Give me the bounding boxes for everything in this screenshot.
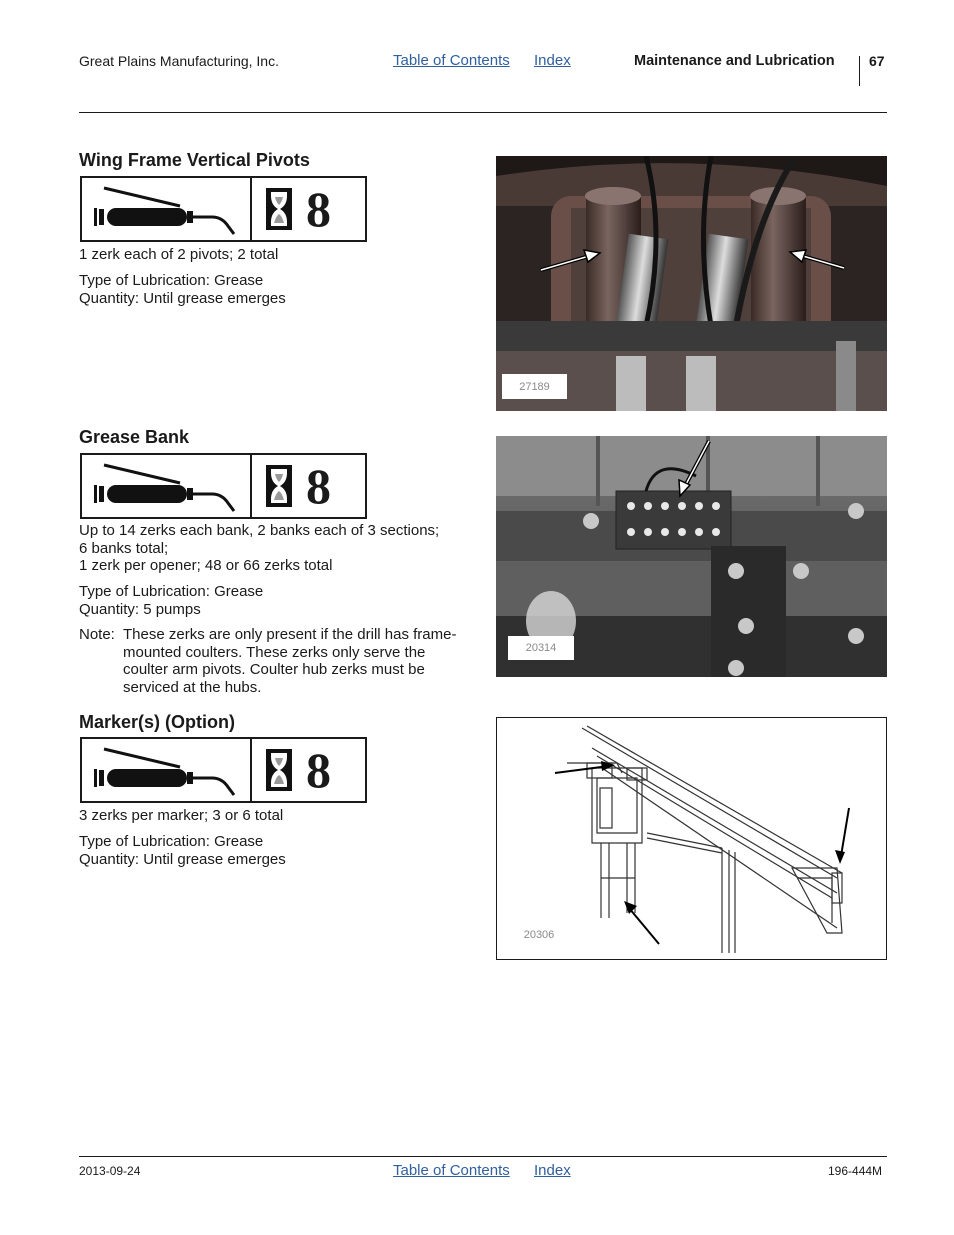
section-title: Maintenance and Lubrication	[634, 53, 835, 69]
lube-type: Type of Lubrication: Grease	[79, 272, 264, 289]
lube-symbol-box	[80, 176, 367, 242]
section-title-markers: Marker(s) (Option)	[79, 712, 236, 732]
section-title-grease-bank: Grease Bank	[79, 427, 190, 447]
zerk-count-text: 3 zerks per marker; 3 or 6 total	[79, 807, 284, 824]
interval-hours: 8	[306, 742, 331, 798]
hourglass-icon	[266, 465, 292, 507]
hourglass-icon	[266, 749, 292, 791]
interval-hours: 8	[306, 181, 331, 237]
note-label: Note:	[79, 626, 115, 643]
lube-symbol-box	[80, 737, 367, 803]
lube-type: Type of Lubrication: Grease	[79, 583, 264, 600]
company-name: Great Plains Manufacturing, Inc.	[79, 53, 279, 69]
section-title-wing-frame: Wing Frame Vertical Pivots	[79, 150, 310, 170]
lube-quantity: Quantity: Until grease emerges	[79, 850, 286, 868]
lube-symbol-box	[80, 453, 367, 519]
figure-label: 27189	[502, 374, 567, 399]
note-block	[79, 626, 479, 698]
footer-rule	[79, 1156, 887, 1157]
diagram-marker	[496, 717, 887, 960]
lube-details	[79, 833, 479, 868]
lube-quantity: Quantity: Until grease emerges	[79, 289, 286, 307]
toc-link-footer[interactable]: Table of Contents	[393, 1162, 510, 1179]
index-link-header[interactable]: Index	[534, 52, 571, 69]
footer-date: 2013-09-24	[79, 1164, 141, 1178]
lube-details	[79, 272, 479, 307]
zerk-count-text: 1 zerk each of 2 pivots; 2 total	[79, 246, 279, 263]
photo-wing-pivots	[496, 156, 887, 411]
note-text: These zerks are only present if the drill has frame-mounted coulters. These zerks only serve the coulter arm pivots. Coulter hub zerks must be serviced at the hubs.	[123, 626, 457, 696]
page-number: 67	[869, 53, 885, 69]
grease-gun-icon	[82, 178, 252, 240]
hourglass-icon	[266, 188, 292, 230]
grease-gun-icon	[82, 739, 252, 801]
interval-hours: 8	[306, 458, 331, 514]
lube-quantity: Quantity: 5 pumps	[79, 600, 201, 618]
zerk-count-text: Up to 14 zerks each bank, 2 banks each of 3 sections; 6 banks total; 1 zerk per opener; 48 or 66 zerks total	[79, 522, 440, 574]
figure-label: 20314	[508, 636, 574, 660]
figure-label: 20306	[515, 924, 563, 946]
doc-number: 196-444M	[828, 1164, 883, 1178]
lube-details	[79, 583, 479, 618]
header-rule	[79, 112, 887, 113]
grease-gun-icon	[82, 455, 252, 517]
index-link-footer[interactable]: Index	[534, 1162, 571, 1179]
header-divider	[859, 56, 860, 86]
toc-link-header[interactable]: Table of Contents	[393, 52, 510, 69]
lube-type: Type of Lubrication: Grease	[79, 833, 264, 850]
photo-grease-bank	[496, 436, 887, 677]
